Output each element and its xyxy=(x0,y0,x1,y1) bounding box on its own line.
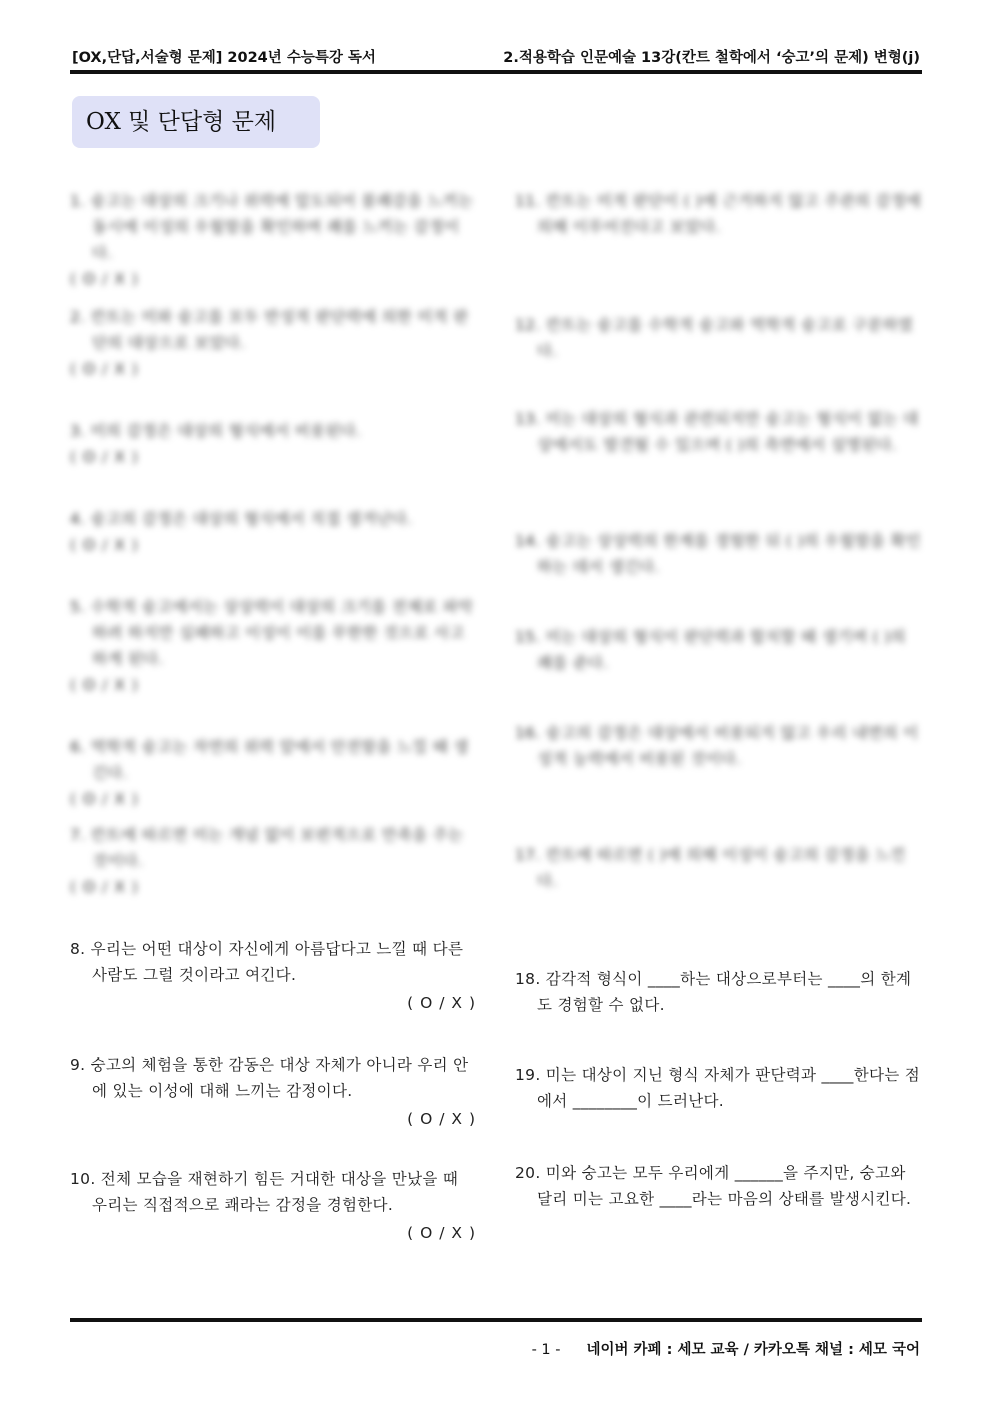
question-7: 7. 칸트에 따르면 미는 개념 없이 보편적으로 만족을 주는 것이다. ( O / X ) xyxy=(70,826,464,896)
header-title-right: 2.적용학습 인문예술 13강(칸트 철학에서 ‘숭고’의 문제) 변형(j) xyxy=(503,50,920,66)
question-14: 14. 숭고는 상상력의 한계를 경험한 뒤 ( )의 우월함을 확인하는 데서 생긴다. xyxy=(515,532,922,576)
question-number: 18. xyxy=(515,970,541,988)
ox-choice[interactable]: ( O / X ) xyxy=(70,676,139,694)
ox-choice[interactable]: ( O / X ) xyxy=(70,270,139,288)
ox-choice[interactable]: ( O / X ) xyxy=(70,878,139,896)
question-10 xyxy=(70,1166,478,1246)
question-19 xyxy=(515,1062,923,1114)
question-15: 15. 미는 대상의 형식이 판단력과 합치할 때 생기며 ( )의 쾌를 준다. xyxy=(515,628,906,672)
ox-choice[interactable]: ( O / X ) xyxy=(70,448,139,466)
question-17: 17. 칸트에 따르면 ( )에 의해 이성이 숭고의 감정을 느낀다. xyxy=(515,846,906,890)
question-13: 13. 미는 대상의 형식과 관련되지만 숭고는 형식이 없는 대상에서도 발견될 수 있으며 ( )의 측면에서 설명된다. xyxy=(515,410,919,454)
ox-choice[interactable]: ( O / X ) xyxy=(70,790,139,808)
ox-choice[interactable]: ( O / X ) xyxy=(407,1224,476,1242)
ox-choice[interactable]: ( O / X ) xyxy=(70,536,139,554)
question-5: 5. 수학적 숭고에서는 상상력이 대상의 크기를 전체로 파악하려 하지만 실패하고 이성이 이를 무한한 것으로 사고하게 된다. ( O / X ) xyxy=(70,598,474,694)
question-3: 3. 미의 감정은 대상의 형식에서 비롯된다. ( O / X ) xyxy=(70,422,362,466)
question-1: 1. 숭고는 대상의 크기나 위력에 압도되어 불쾌감을 느끼는 동시에 이성의 우월함을 확인하며 쾌를 느끼는 감정이다. ( O / X ) xyxy=(70,192,474,288)
question-16: 16. 숭고의 감정은 대상에서 비롯되지 않고 우리 내면의 이성적 능력에서 비롯된 것이다. xyxy=(515,724,919,768)
question-text: 감각적 형식이 ____하는 대상으로부터는 ____의 한계도 경험할 수 없다. xyxy=(537,970,912,1014)
section-title: OX 및 단답형 문제 xyxy=(72,96,320,148)
question-12: 12. 칸트는 숭고를 수학적 숭고와 역학적 숭고로 구분하였다. xyxy=(515,316,914,360)
header-title-left: [OX,단답,서술형 문제] 2024년 수능특강 독서 xyxy=(72,50,376,66)
question-4: 4. 숭고의 감정은 대상의 형식에서 직접 생겨난다. ( O / X ) xyxy=(70,510,413,554)
question-number: 9. xyxy=(70,1056,86,1074)
footer-text: 네이버 카페 : 세모 교육 / 카카오톡 채널 : 세모 국어 xyxy=(586,1342,920,1358)
question-2: 2. 칸트는 미와 숭고를 모두 반성적 판단력에 의한 미적 판단의 대상으로 보았다. ( O / X ) xyxy=(70,308,469,378)
question-number: 10. xyxy=(70,1170,96,1188)
footer xyxy=(532,1338,920,1359)
footer-divider xyxy=(70,1318,922,1322)
question-20 xyxy=(515,1160,923,1212)
question-text: 미는 대상이 지닌 형식 자체가 판단력과 ____한다는 점에서 ________이 드러난다. xyxy=(537,1066,921,1110)
question-text: 전체 모습을 재현하기 힘든 거대한 대상을 만났을 때 우리는 직접적으로 쾌라는 감정을 경험한다. xyxy=(92,1170,459,1214)
question-text: 미와 숭고는 모두 우리에게 ______을 주지만, 숭고와 달리 미는 고요한 ____라는 마음의 상태를 발생시킨다. xyxy=(537,1164,912,1208)
ox-choice[interactable]: ( O / X ) xyxy=(407,1110,476,1128)
question-11: 11. 칸트는 미적 판단이 ( )에 근거하지 않고 주관의 감정에 의해 이루어진다고 보았다. xyxy=(515,192,922,236)
question-text: 우리는 어떤 대상이 자신에게 아름답다고 느낄 때 다른 사람도 그럴 것이라고 여긴다. xyxy=(90,940,464,984)
header-divider xyxy=(70,70,922,74)
ox-choice[interactable]: ( O / X ) xyxy=(70,360,139,378)
question-number: 19. xyxy=(515,1066,541,1084)
question-number: 8. xyxy=(70,940,86,958)
question-6: 6. 역학적 숭고는 자연의 위력 앞에서 안전함을 느낄 때 생긴다. ( O / X ) xyxy=(70,738,469,808)
question-18 xyxy=(515,966,923,1018)
question-9 xyxy=(70,1052,478,1132)
question-text: 숭고의 체험을 통한 감동은 대상 자체가 아니라 우리 안에 있는 이성에 대해 느끼는 감정이다. xyxy=(90,1056,469,1100)
question-number: 20. xyxy=(515,1164,541,1182)
ox-choice[interactable]: ( O / X ) xyxy=(407,994,476,1012)
question-8 xyxy=(70,936,478,1016)
page-number: - 1 - xyxy=(531,1342,561,1358)
